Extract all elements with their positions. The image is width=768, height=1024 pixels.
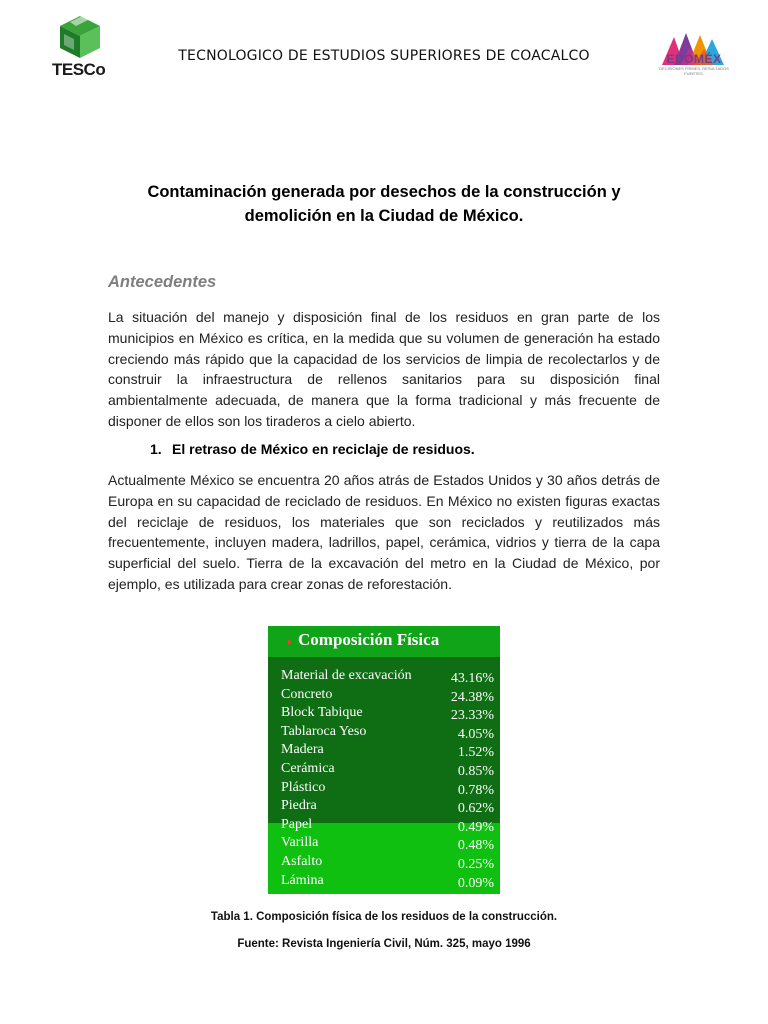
table-row	[268, 761, 500, 780]
material-percent: 43.16%	[450, 671, 494, 686]
document-title	[108, 180, 660, 228]
paragraph-reciclaje: Actualmente México se encuentra 20 años atrás de Estados Unidos y 30 años detrás de Europa en su capacidad de reciclado de residuos. En México no existen figuras exactas del reciclaje de residuos, los materiales que son reciclados y reutilizados más frecuentemente, incluyen madera, ladrillos, papel, cerámica, vidrios y tierra de la capa superficial del suelo. Tierra de la excavación del metro en la Ciudad de México, por ejemplo, es utilizada para crear zonas de reforestación.	[108, 472, 660, 592]
edomex-logo-text: EDOMÉX	[666, 52, 722, 66]
material-name: Concreto	[281, 686, 333, 702]
table-row	[268, 724, 500, 743]
table-row	[268, 705, 500, 724]
material-name: Plástico	[281, 779, 326, 795]
figure-title: Composición Física	[298, 630, 440, 649]
material-name: Asfalto	[281, 853, 323, 869]
table-caption: Tabla 1. Composición física de los residuos de la construcción.	[210, 911, 558, 923]
source-caption: Fuente: Revista Ingeniería Civil, Núm. 325, mayo 1996	[237, 938, 531, 950]
material-percent: 0.85%	[457, 763, 494, 779]
title-line-1: Contaminación generada por desechos de la construcción y	[147, 183, 621, 201]
material-percent: 0.25%	[457, 856, 494, 872]
material-name: Block Tabique	[281, 705, 363, 721]
bullet-icon	[288, 639, 292, 645]
material-name: Material de excavación	[281, 668, 412, 683]
material-percent: 0.49%	[457, 819, 494, 835]
list-item	[150, 441, 475, 457]
table-row	[268, 835, 500, 854]
material-percent: 0.48%	[457, 838, 494, 854]
table-row	[268, 873, 500, 892]
paragraph-antecedentes: La situación del manejo y disposición final de los residuos en gran parte de los municipios en México es crítica, en la medida que su volumen de generación ha estado creciendo más rápido que la capacidad de los servicios de limpia de recolectarlos y de construir la infraestructura de rellenos sanitarios para su disposición final ambientalmente adecuada, de manera que la forma tradicional y más frecuente de disponer de ellos son los tiraderos a cielo abierto.	[108, 309, 660, 429]
material-name: Cerámica	[281, 760, 335, 776]
material-name: Lámina	[281, 872, 324, 888]
material-percent: 0.62%	[457, 801, 494, 817]
table-row	[268, 742, 500, 761]
table-row	[268, 817, 500, 836]
edomex-tagline: DECISIONES FIRMES, RESULTADOS FUERTES.	[659, 66, 729, 76]
material-percent: 23.33%	[450, 708, 494, 724]
material-name: Madera	[281, 742, 324, 758]
material-percent: 0.78%	[457, 782, 494, 798]
table-row	[268, 780, 500, 799]
title-line-2: demolición en la Ciudad de México.	[244, 207, 524, 225]
figure-rows	[268, 668, 500, 891]
composition-figure	[268, 626, 500, 894]
table-row	[268, 798, 500, 817]
institution-name: TECNOLOGICO DE ESTUDIOS SUPERIORES DE COACALCO	[178, 48, 590, 64]
page-header	[0, 0, 768, 100]
list-item-number: 1.	[150, 441, 162, 457]
material-percent: 4.05%	[457, 726, 494, 742]
table-row	[268, 668, 500, 687]
table-row	[268, 687, 500, 706]
figure-header	[268, 626, 500, 657]
material-percent: 1.52%	[457, 745, 494, 761]
tesco-logo-text: TESCo	[52, 60, 106, 79]
material-percent: 0.09%	[457, 875, 494, 891]
material-name: Piedra	[281, 798, 317, 814]
material-name: Papel	[281, 816, 313, 832]
material-name: Varilla	[281, 835, 319, 851]
table-row	[268, 854, 500, 873]
material-name: Tablaroca Yeso	[281, 723, 367, 739]
list-item-text: El retraso de México en reciclaje de residuos.	[172, 441, 475, 457]
material-percent: 24.38%	[450, 689, 494, 705]
section-heading: Antecedentes	[108, 273, 217, 291]
